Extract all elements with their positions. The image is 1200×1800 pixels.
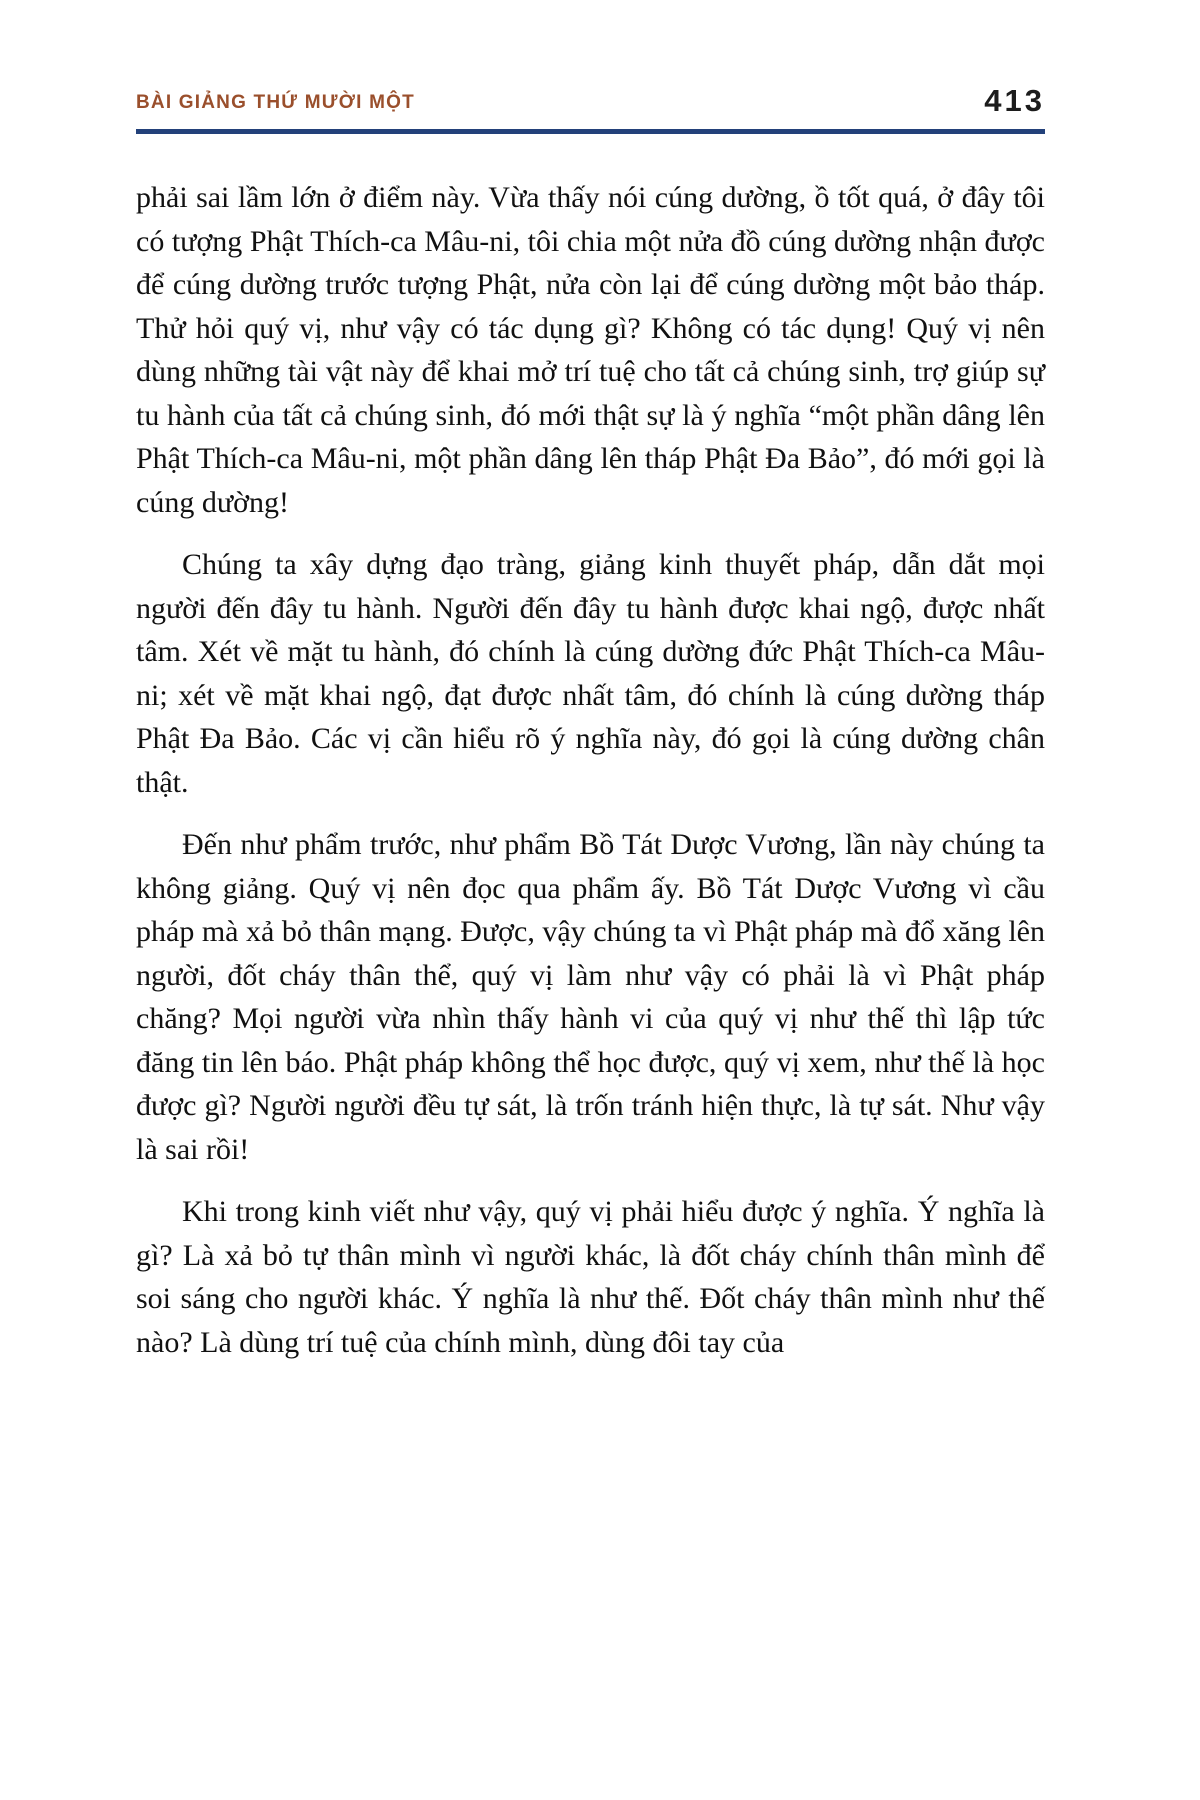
body-text bbox=[136, 176, 1045, 1383]
header-rule-divider bbox=[136, 129, 1045, 134]
body-paragraph: Chúng ta xây dựng đạo tràng, giảng kinh thuyết pháp, dẫn dắt mọi người đến đây tu hành. Người đến đây tu hành được khai ngộ, được nhất tâm. Xét về mặt tu hành, đó chính là cúng dường đức Phật Thích-ca Mâu-ni; xét về mặt khai ngộ, đạt được nhất tâm, đó chính là cúng dường tháp Phật Đa Bảo. Các vị cần hiểu rõ ý nghĩa này, đó gọi là cúng dường chân thật. bbox=[136, 548, 1045, 799]
page-header bbox=[136, 74, 1045, 116]
body-paragraph: Khi trong kinh viết như vậy, quý vị phải hiểu được ý nghĩa. Ý nghĩa là gì? Là xả bỏ tự thân mình vì người khác, là đốt cháy chính thân mình để soi sáng cho người khác. Ý nghĩa là như thế. Đốt cháy thân mình như thế nào? Là dùng trí tuệ của chính mình, dùng đôi tay của bbox=[136, 1195, 1045, 1359]
page-number: 413 bbox=[984, 83, 1045, 118]
body-paragraph: Đến như phẩm trước, như phẩm Bồ Tát Dược Vương, lần này chúng ta không giảng. Quý vị nên đọc qua phẩm ấy. Bồ Tát Dược Vương vì cầu pháp mà xả bỏ thân mạng. Được, vậy chúng ta vì Phật pháp mà đổ xăng lên người, đốt cháy thân thể, quý vị làm như vậy có phải là vì Phật pháp chăng? Mọi người vừa nhìn thấy hành vi của quý vị như thế thì lập tức đăng tin lên báo. Phật pháp không thể học được, quý vị xem, như thế là học được gì? Người người đều tự sát, là trốn tránh hiện thực, là tự sát. Như vậy là sai rồi! bbox=[136, 828, 1045, 1166]
body-paragraph: phải sai lầm lớn ở điểm này. Vừa thấy nói cúng dường, ồ tốt quá, ở đây tôi có tượng Phật Thích-ca Mâu-ni, tôi chia một nửa đồ cúng dường nhận được để cúng dường trước tượng Phật, nửa còn lại để cúng dường một bảo tháp. Thử hỏi quý vị, như vậy có tác dụng gì? Không có tác dụng! Quý vị nên dùng những tài vật này để khai mở trí tuệ cho tất cả chúng sinh, trợ giúp sự tu hành của tất cả chúng sinh, đó mới thật sự là ý nghĩa “một phần dâng lên Phật Thích-ca Mâu-ni, một phần dâng lên tháp Phật Đa Bảo”, đó mới gọi là cúng dường! bbox=[136, 181, 1045, 519]
running-title: BÀI GIẢNG THỨ MƯỜI MỘT bbox=[136, 92, 415, 113]
